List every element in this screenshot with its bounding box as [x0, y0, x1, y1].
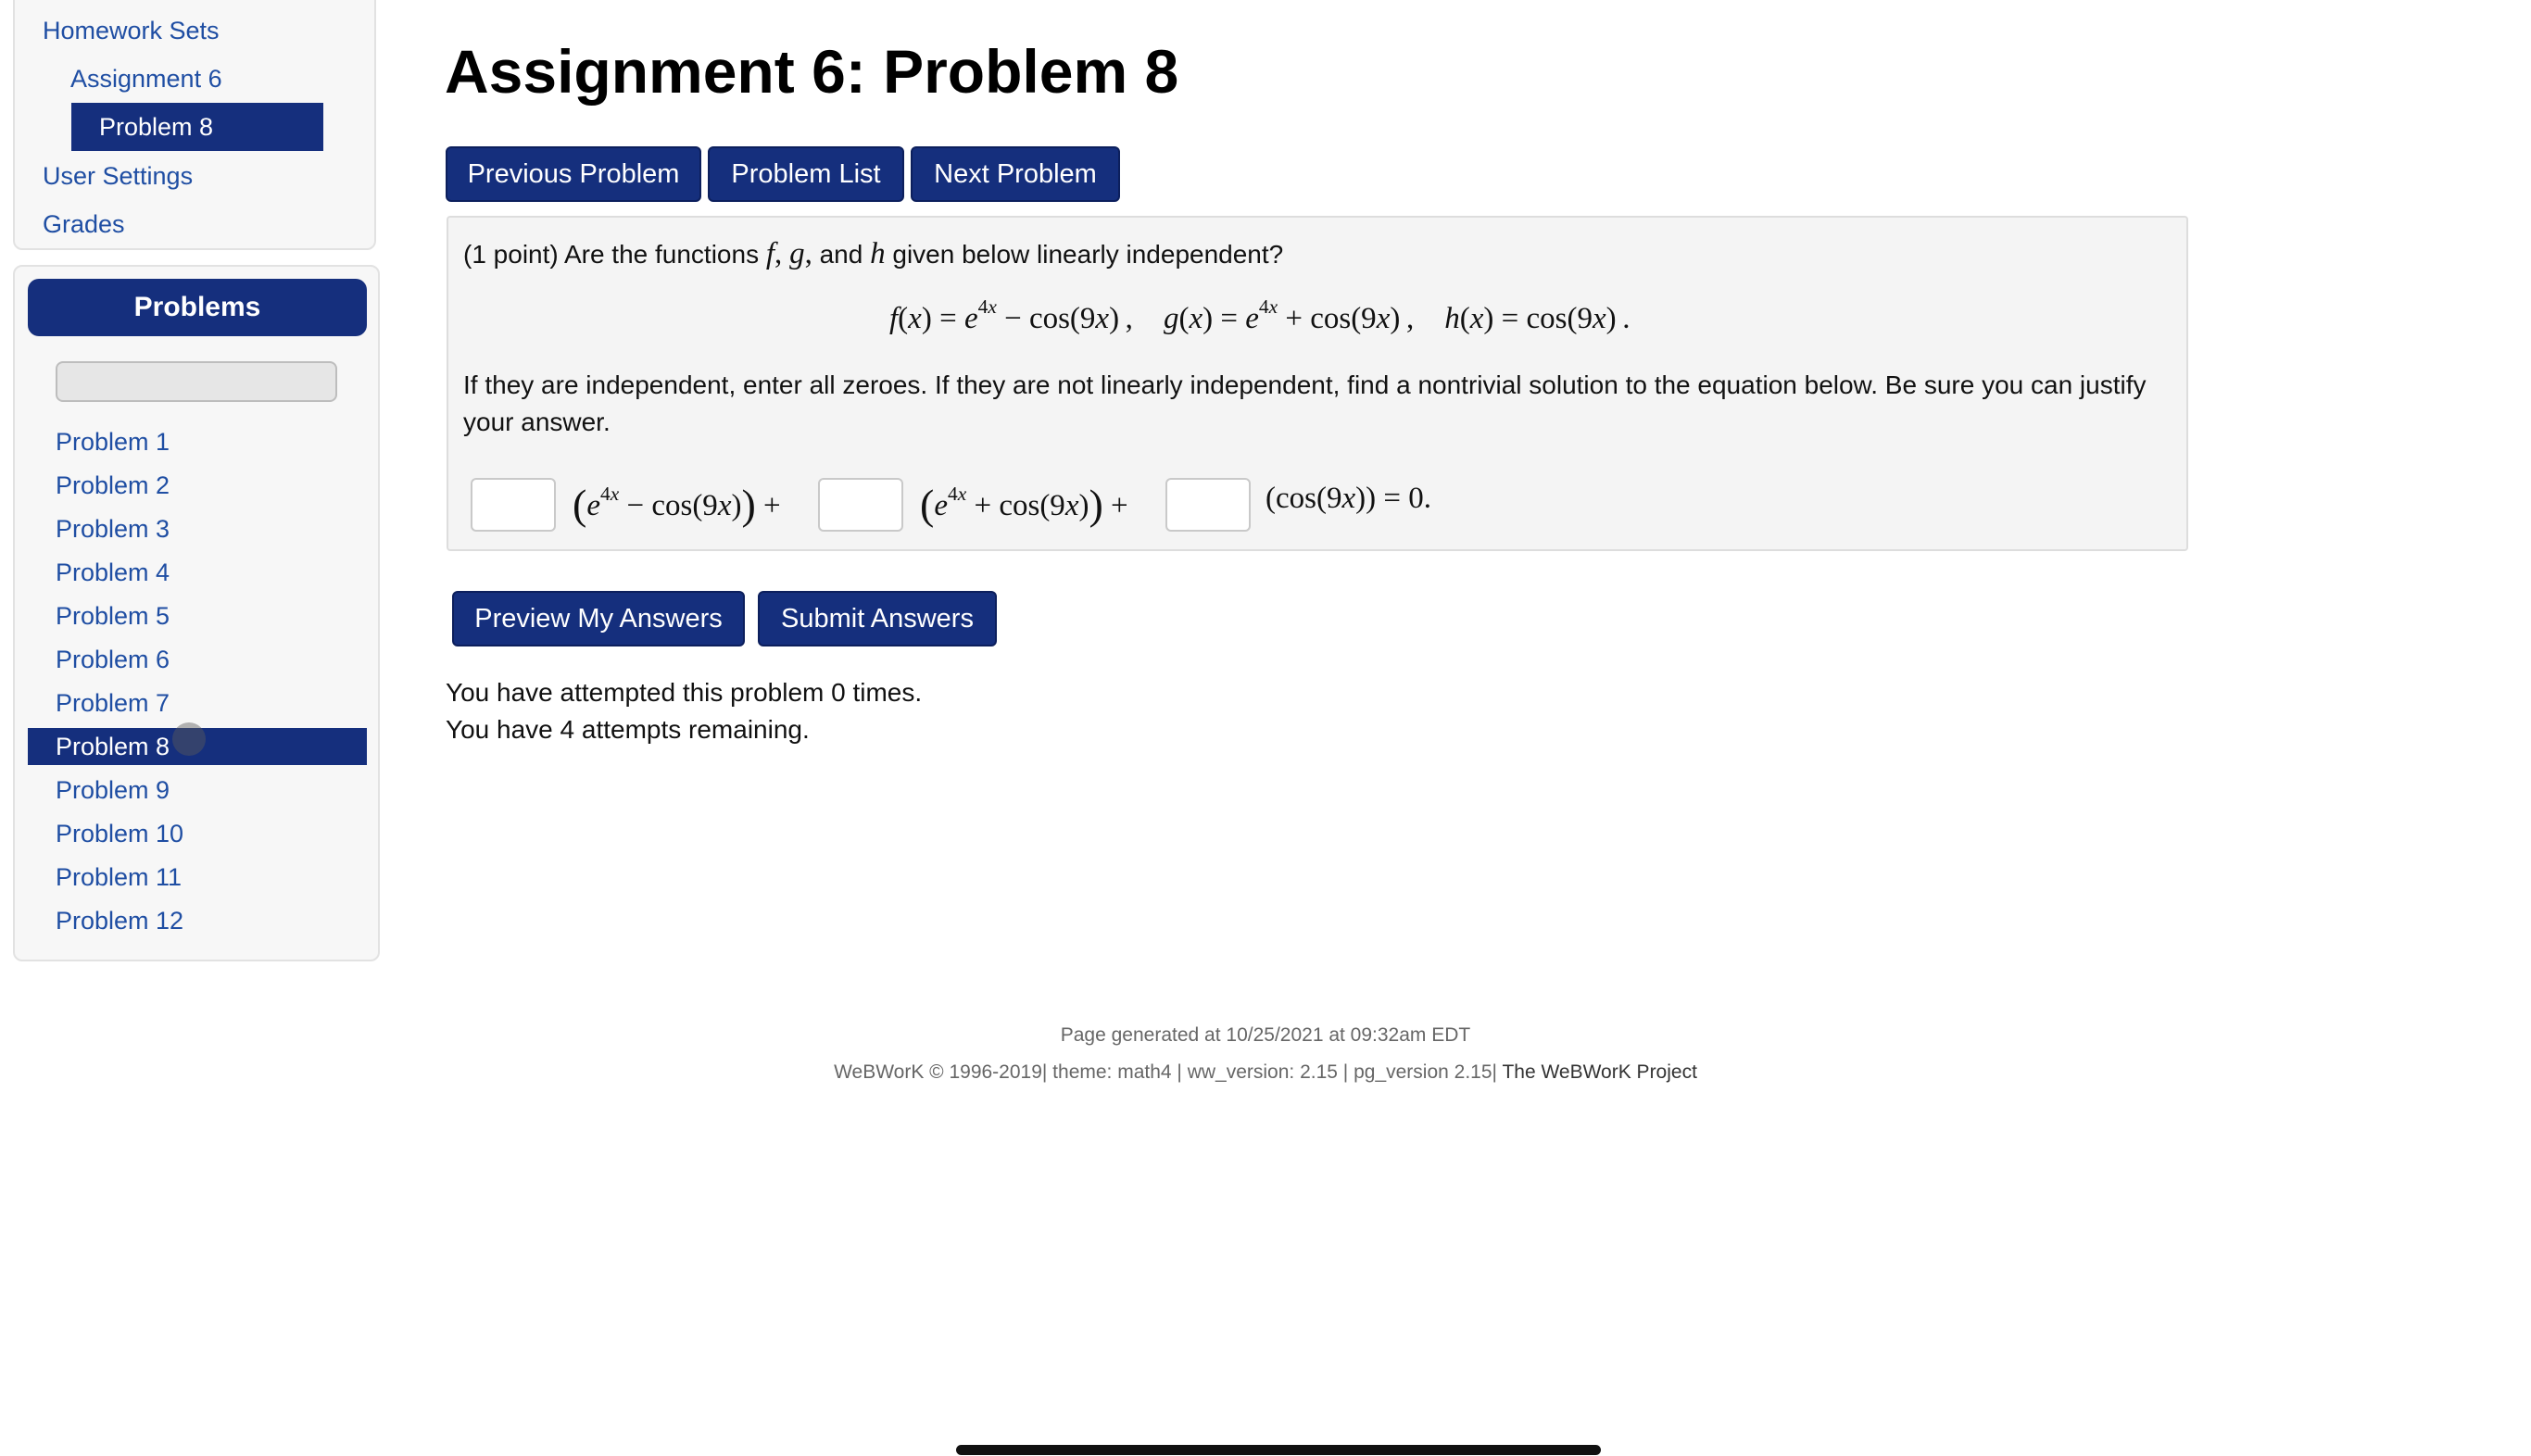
submit-answers-button[interactable]: Submit Answers: [758, 591, 997, 646]
problem-intro: (1 point) Are the functions f, g, and h given below linearly independent?: [463, 237, 1284, 270]
page-title: Assignment 6: Problem 8: [445, 37, 1179, 106]
problem-list-item-4[interactable]: Problem 4: [56, 559, 170, 586]
problem-intro-suffix: given below linearly independent?: [892, 240, 1284, 269]
preview-answers-button[interactable]: Preview My Answers: [452, 591, 745, 646]
nav-assignment-link[interactable]: Assignment 6: [70, 65, 222, 93]
intro-var-f: f: [765, 237, 775, 270]
problem-list-item-7[interactable]: Problem 7: [56, 689, 170, 717]
equation-term-2: $(e^{4x} + \cos(9x))$ +: [920, 481, 1128, 528]
page-generated-text: Page generated at 10/25/2021 at 09:32am EDT: [1060, 1024, 1471, 1046]
intro-var-g: g: [789, 237, 805, 270]
touch-cursor-indicator: [172, 722, 206, 756]
coefficient-input-2[interactable]: [818, 478, 903, 532]
home-indicator-bar: [956, 1445, 1601, 1455]
problem-list-item-5[interactable]: Problem 5: [56, 602, 170, 630]
problem-list-button[interactable]: Problem List: [708, 146, 904, 202]
problem-list-item-3[interactable]: Problem 3: [56, 515, 170, 543]
attempts-count-text: You have attempted this problem 0 times.: [446, 678, 923, 707]
nav-user-settings-link[interactable]: User Settings: [43, 162, 194, 190]
nav-homework-sets-link[interactable]: Homework Sets: [43, 17, 220, 44]
nav-grades-link[interactable]: Grades: [43, 210, 125, 238]
problem-list-item-12[interactable]: Problem 12: [56, 907, 184, 935]
problem-list-item-8-active[interactable]: Problem 8: [28, 728, 367, 765]
problem-list-item-6[interactable]: Problem 6: [56, 646, 170, 673]
problem-list-item-1[interactable]: Problem 1: [56, 428, 170, 456]
previous-problem-button[interactable]: Previous Problem: [446, 146, 701, 202]
equation-term-3: (cos(9x)) = 0.: [1266, 482, 1431, 515]
nav-current-problem[interactable]: Problem 8: [71, 103, 323, 151]
equation-term-1: $(e^{4x} - \cos(9x))$ +: [573, 481, 781, 528]
problems-panel-header: Problems: [28, 279, 367, 336]
problem-instructions: If they are independent, enter all zeroes. If they are not linearly independent, find a nontrivial solution to the equation below. Be sure you can justify your answer.: [463, 370, 2147, 436]
footer-credits-text: WeBWorK © 1996-2019| theme: math4 | ww_version: 2.15 | pg_version 2.15|: [834, 1061, 1497, 1083]
problem-list-item-11[interactable]: Problem 11: [56, 863, 183, 891]
problem-list-item-10[interactable]: Problem 10: [56, 820, 184, 847]
coefficient-input-3[interactable]: [1165, 478, 1251, 532]
problem-list-item-2[interactable]: Problem 2: [56, 471, 170, 499]
webwork-project-link[interactable]: The WeBWorK Project: [1502, 1061, 1697, 1083]
attempts-remaining-text: You have 4 attempts remaining.: [446, 715, 810, 744]
function-definitions: $f(x) = e^{4x} - \cos(9x)$ , $g(x) = e^{4x} + \cos(9x)$ , h(x) = cos(9x) .: [889, 295, 1631, 335]
problems-progress-bar: [56, 361, 337, 402]
intro-var-h: h: [870, 237, 886, 270]
problem-intro-and: and: [819, 240, 863, 269]
coefficient-input-1[interactable]: [471, 478, 556, 532]
next-problem-button[interactable]: Next Problem: [911, 146, 1120, 202]
footer-credits: [0, 1061, 2531, 1084]
problem-intro-prefix: (1 point) Are the functions: [463, 240, 760, 269]
problem-list-item-9[interactable]: Problem 9: [56, 776, 170, 804]
